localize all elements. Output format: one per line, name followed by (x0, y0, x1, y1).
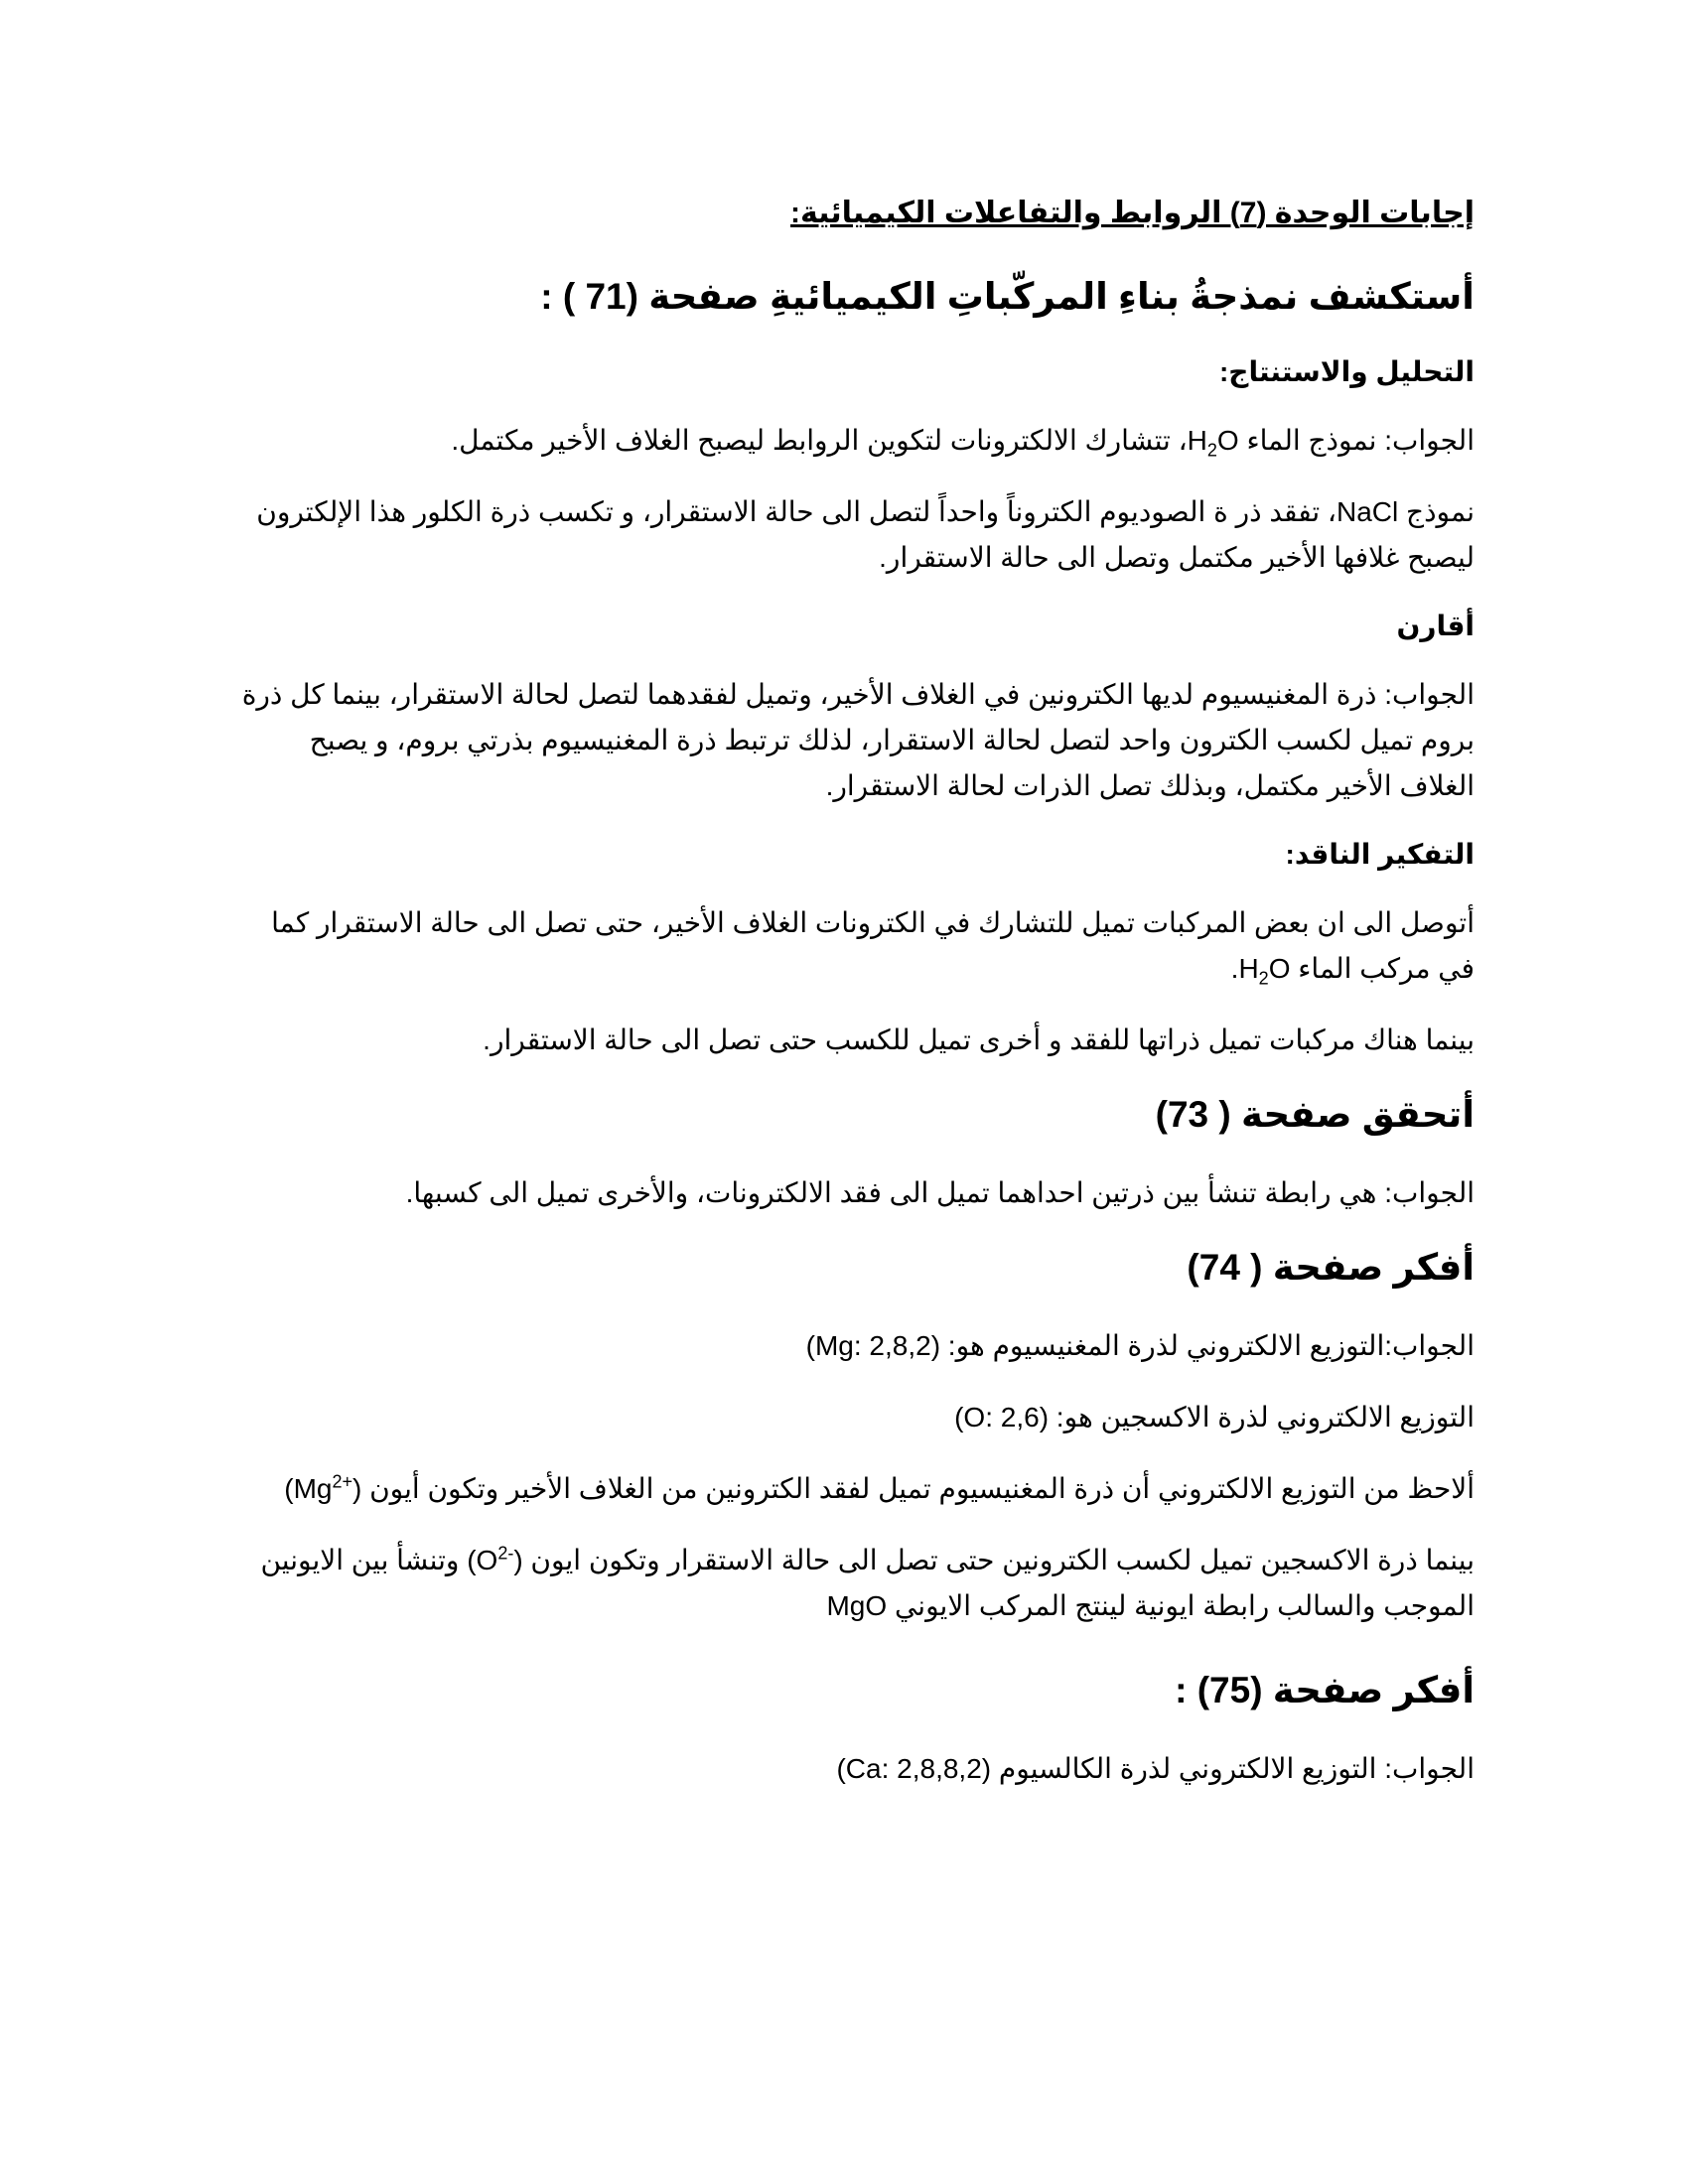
answer-verify: الجواب: هي رابطة تنشأ بين ذرتين احداهما تميل الى فقد الالكترونات، والأخرى تميل الى كسبها. (405, 1177, 1475, 1208)
formula-h2o: $H_2O$ (1238, 953, 1291, 989)
critical-thinking-heading: التفكير الناقد: (1285, 839, 1475, 870)
answer-critical-1: أتوصل الى ان بعض المركبات تميل للتشارك في الكترونات الغلاف الأخير، حتى تصل الى حالة الاستقرار كما في مركب الماء $H_2O$. (271, 907, 1475, 989)
document-title: إجابات الوحدة (7) الروابط والتفاعلات الكيميائية: (789, 197, 1475, 229)
formula-h2o: $H_2O$ (1187, 425, 1239, 461)
answer-nacl-model: نموذج NaCl، تفقد ذر ة الصوديوم الكتروناً واحداً لتصل الى حالة الاستقرار، و تكسب ذرة الكلور هذا الإلكترون ليصبح غلافها الأخير مكتمل وتصل الى حالة الاستقرار. (256, 496, 1475, 573)
document-page (228, 194, 1475, 1818)
section-heading-verify: أتحقق صفحة ( 73) (1155, 1094, 1475, 1135)
answer-ca-config: الجواب: التوزيع الالكتروني لذرة الكالسيوم (Ca: 2,8,8,2) (836, 1753, 1475, 1784)
analysis-heading: التحليل والاستنتاج: (1218, 356, 1475, 387)
section-heading-think-75: أفكر صفحة (75) : (1175, 1670, 1475, 1710)
section-heading-think-74: أفكر صفحة ( 74) (1187, 1247, 1475, 1288)
answer-compare: الجواب: ذرة المغنيسيوم لديها الكترونين في الغلاف الأخير، وتميل لفقدهما لتصل لحالة الاستقرار، بينما كل ذرة بروم تميل لكسب الكترون واحد لتصل لحالة الاستقرار، لذلك ترتبط ذرة المغنيسيوم بذرتي بروم، و يصبح الغلاف الأخير مكتمل، وبذلك تصل الذرات لحالة الاستقرار. (241, 679, 1475, 801)
answer-water-model: الجواب: نموذج الماء $H_2O،$ تتشارك الالكترونات لتكوين الروابط ليصبح الغلاف الأخير مكتمل. (451, 425, 1475, 461)
answer-o-ion: بينما ذرة الاكسجين تميل لكسب الكترونين حتى تصل الى حالة الاستقرار وتكون ايون $(O^{2-})$ وتنشأ بين الايونين الموجب والسالب رابطة ايونية لينتج المركب الايوني MgO (260, 1543, 1475, 1621)
section-heading-explore: أستكشف نمذجةُ بناءِ المركّباتِ الكيميائيةِ صفحة (71 ) : (540, 276, 1475, 317)
answer-o-config: التوزيع الالكتروني لذرة الاكسجين هو: (O: 2,6) (954, 1402, 1475, 1433)
answer-mg-config: الجواب:التوزيع الالكتروني لذرة المغنيسيوم هو: (Mg: 2,8,2) (805, 1330, 1475, 1361)
answer-mg-ion: ألاحظ من التوزيع الالكتروني أن ذرة المغنيسيوم تميل لفقد الكترونين من الغلاف الأخير وتكون أيون $(Mg^{2+})$ (284, 1471, 1475, 1504)
compare-heading: أقارن (1396, 611, 1475, 641)
answer-critical-2: بينما هناك مركبات تميل ذراتها للفقد و أخرى تميل للكسب حتى تصل الى حالة الاستقرار. (483, 1024, 1475, 1055)
ion-mg: $(Mg^{2+})$ (284, 1471, 362, 1504)
ion-o: $(O^{2-})$ (467, 1543, 523, 1575)
